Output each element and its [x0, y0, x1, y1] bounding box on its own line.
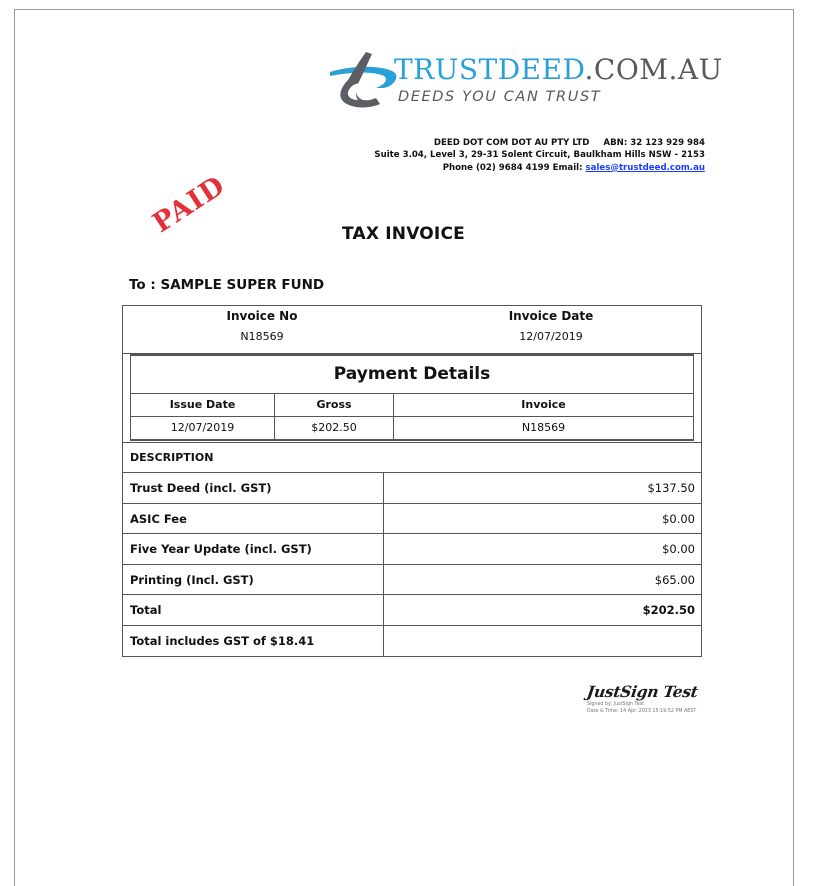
gst-row	[123, 626, 701, 657]
invoice-number-value: N18569	[240, 330, 284, 343]
signature-block	[587, 683, 698, 714]
line-item-amount: $0.00	[662, 511, 695, 526]
line-item-description: Five Year Update (incl. GST)	[123, 534, 384, 564]
payment-details-value-row	[131, 417, 693, 440]
col-issue-date: Issue Date	[131, 394, 275, 416]
invoice-date-value: 12/07/2019	[519, 330, 583, 343]
company-logo	[328, 50, 723, 112]
line-item-description: Printing (Incl. GST)	[123, 565, 384, 595]
gst-note: Total includes GST of $18.41	[123, 626, 384, 657]
col-gross: Gross	[275, 394, 394, 416]
invoice-number-label: Invoice No	[226, 309, 298, 323]
total-label: Total	[123, 595, 384, 625]
logo-wordmark	[394, 54, 723, 86]
company-details	[374, 137, 705, 174]
payment-details-title: Payment Details	[131, 356, 693, 394]
trustdeed-logo-mark-icon	[328, 50, 400, 112]
line-item-row	[123, 473, 701, 504]
line-item-row	[123, 504, 701, 535]
logo-tagline: DEEDS YOU CAN TRUST	[398, 89, 602, 105]
company-name-row	[374, 137, 705, 149]
line-item-row	[123, 565, 701, 596]
company-address: Suite 3.04, Level 3, 29-31 Solent Circuit, Baulkham Hills NSW - 2153	[374, 150, 705, 161]
payment-details-header-row	[131, 394, 693, 417]
line-item-row	[123, 534, 701, 565]
line-item-description: ASIC Fee	[123, 504, 384, 534]
company-name: DEED DOT COM DOT AU PTY LTD	[433, 138, 590, 148]
company-contact-row	[374, 162, 705, 174]
line-item-amount: $0.00	[662, 542, 695, 556]
gross-value: $202.50	[275, 417, 394, 440]
recipient: To : SAMPLE SUPER FUND	[129, 277, 325, 293]
description-header: DESCRIPTION	[123, 443, 701, 473]
invoice-value: N18569	[521, 421, 566, 434]
payment-details-wrapper	[123, 354, 701, 443]
company-phone: Phone (02) 9684 4199 Email:	[442, 162, 583, 173]
invoice-table	[122, 305, 702, 657]
line-item-amount: $65.00	[654, 572, 695, 587]
issue-date-value: 12/07/2019	[131, 417, 275, 440]
signature-signed-by: Signed by: JustSign Test	[587, 702, 644, 707]
line-item-description: Trust Deed (incl. GST)	[123, 473, 384, 503]
signature-name: JustSign Test	[585, 682, 700, 701]
line-item-amount: $137.50	[647, 481, 695, 495]
company-email-link[interactable]: sales@trustdeed.com.au	[585, 162, 705, 173]
invoice-date-label: Invoice Date	[508, 309, 594, 323]
signature-datetime: Date & Time: 14 Apr. 2023 15:19:52 PM AEST	[587, 708, 697, 714]
invoice-date-cell	[401, 306, 701, 353]
gst-amount	[384, 626, 701, 657]
invoice-number-cell	[123, 306, 401, 353]
payment-details-table	[130, 354, 694, 441]
col-invoice: Invoice	[521, 398, 566, 411]
invoice-header-row	[123, 306, 701, 354]
company-abn: ABN: 32 123 929 984	[603, 138, 705, 148]
total-amount: $202.50	[642, 603, 695, 617]
paid-stamp: PAID	[147, 169, 231, 240]
document-title: TAX INVOICE	[342, 224, 465, 244]
logo-brand-suffix: .COM.AU	[584, 53, 723, 86]
logo-brand-main: TRUSTDEED	[394, 53, 585, 86]
total-row	[123, 595, 701, 626]
